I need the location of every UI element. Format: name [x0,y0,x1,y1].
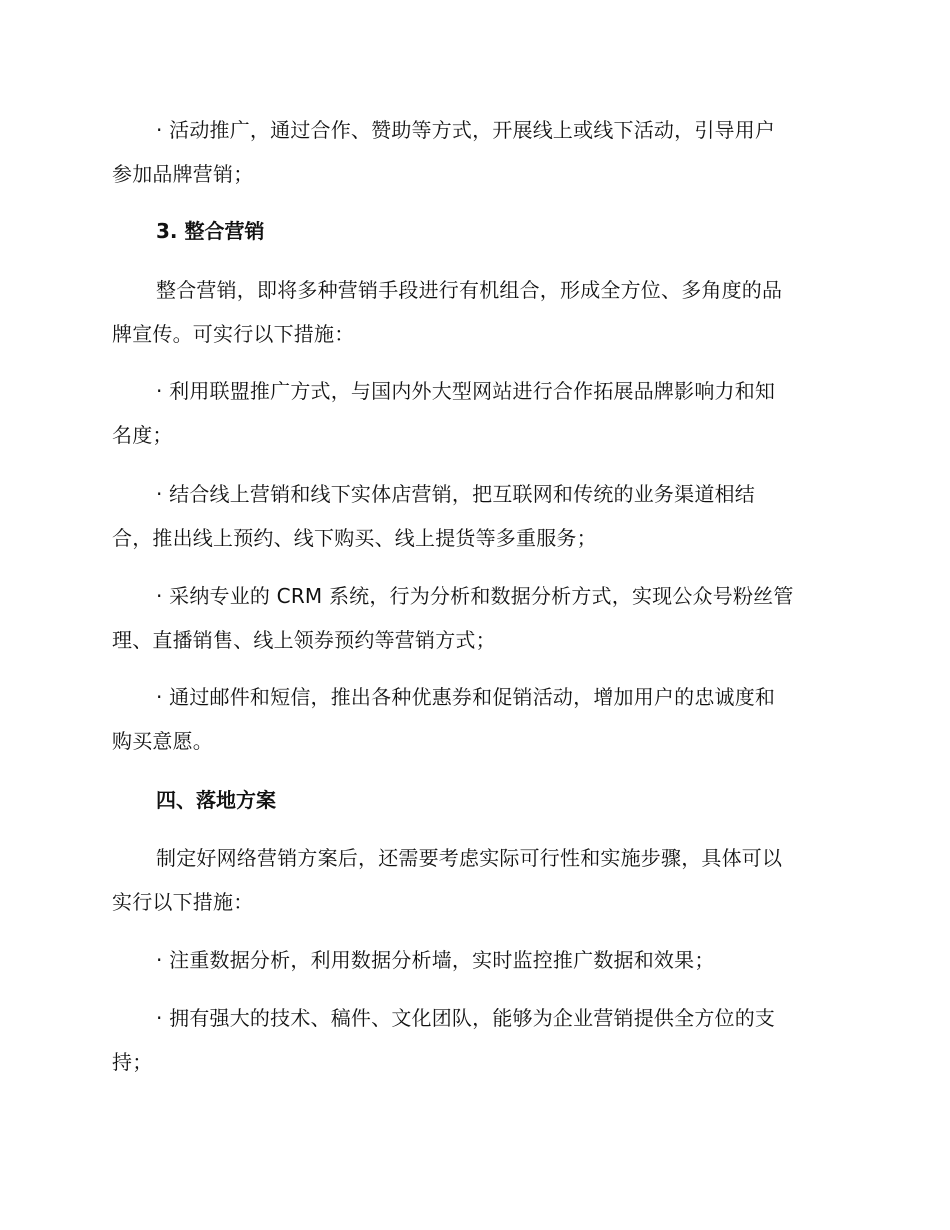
paragraph-implementation-intro [112,836,842,924]
paragraph-line: 理、直播销售、线上领券预约等营销方式； [112,628,496,652]
paragraph-line: 参加品牌营销； [112,162,254,186]
paragraph-line: 持； [112,1050,153,1074]
paragraph-line: · 结合线上营销和线下实体店营销，把互联网和传统的业务渠道相结 [156,482,755,506]
paragraph-line: · 拥有强大的技术、稿件、文化团队，能够为企业营销提供全方位的支 [156,1006,776,1030]
paragraph-online-offline [112,472,842,560]
paragraph-line: · 采纳专业的 CRM 系统，行为分析和数据分析方式，实现公众号粉丝管 [156,584,794,608]
paragraph-integrated-marketing-intro [112,268,842,356]
paragraph-line: · 注重数据分析，利用数据分析墙，实时监控推广数据和效果； [156,948,715,972]
paragraph-line: · 通过邮件和短信，推出各种优惠券和促销活动，增加用户的忠诚度和 [156,685,776,709]
paragraph-data-analysis [112,938,842,982]
paragraph-line: · 利用联盟推广方式，与国内外大型网站进行合作拓展品牌影响力和知 [156,379,776,403]
paragraph-line: 合，推出线上预约、线下购买、线上提货等多重服务； [112,526,597,550]
section-heading-integrated-marketing: 3. 整合营销 [156,219,265,243]
section-heading-implementation-plan: 四、落地方案 [156,788,276,812]
paragraph-activity-promotion [112,108,842,196]
paragraph-line: 实行以下措施： [112,890,254,914]
paragraph-crm-system [112,574,842,662]
paragraph-line: · 活动推广，通过合作、赞助等方式，开展线上或线下活动，引导用户 [156,118,776,142]
paragraph-strong-team [112,996,842,1084]
paragraph-line: 整合营销，即将多种营销手段进行有机组合，形成全方位、多角度的品 [156,278,783,302]
paragraph-alliance-promotion [112,369,842,457]
paragraph-line: 购买意愿。 [112,729,213,753]
paragraph-line: 名度； [112,423,173,447]
paragraph-line: 制定好网络营销方案后，还需要考虑实际可行性和实施步骤，具体可以 [156,846,783,870]
paragraph-line: 牌宣传。可实行以下措施： [112,322,355,346]
paragraph-email-sms [112,675,842,763]
